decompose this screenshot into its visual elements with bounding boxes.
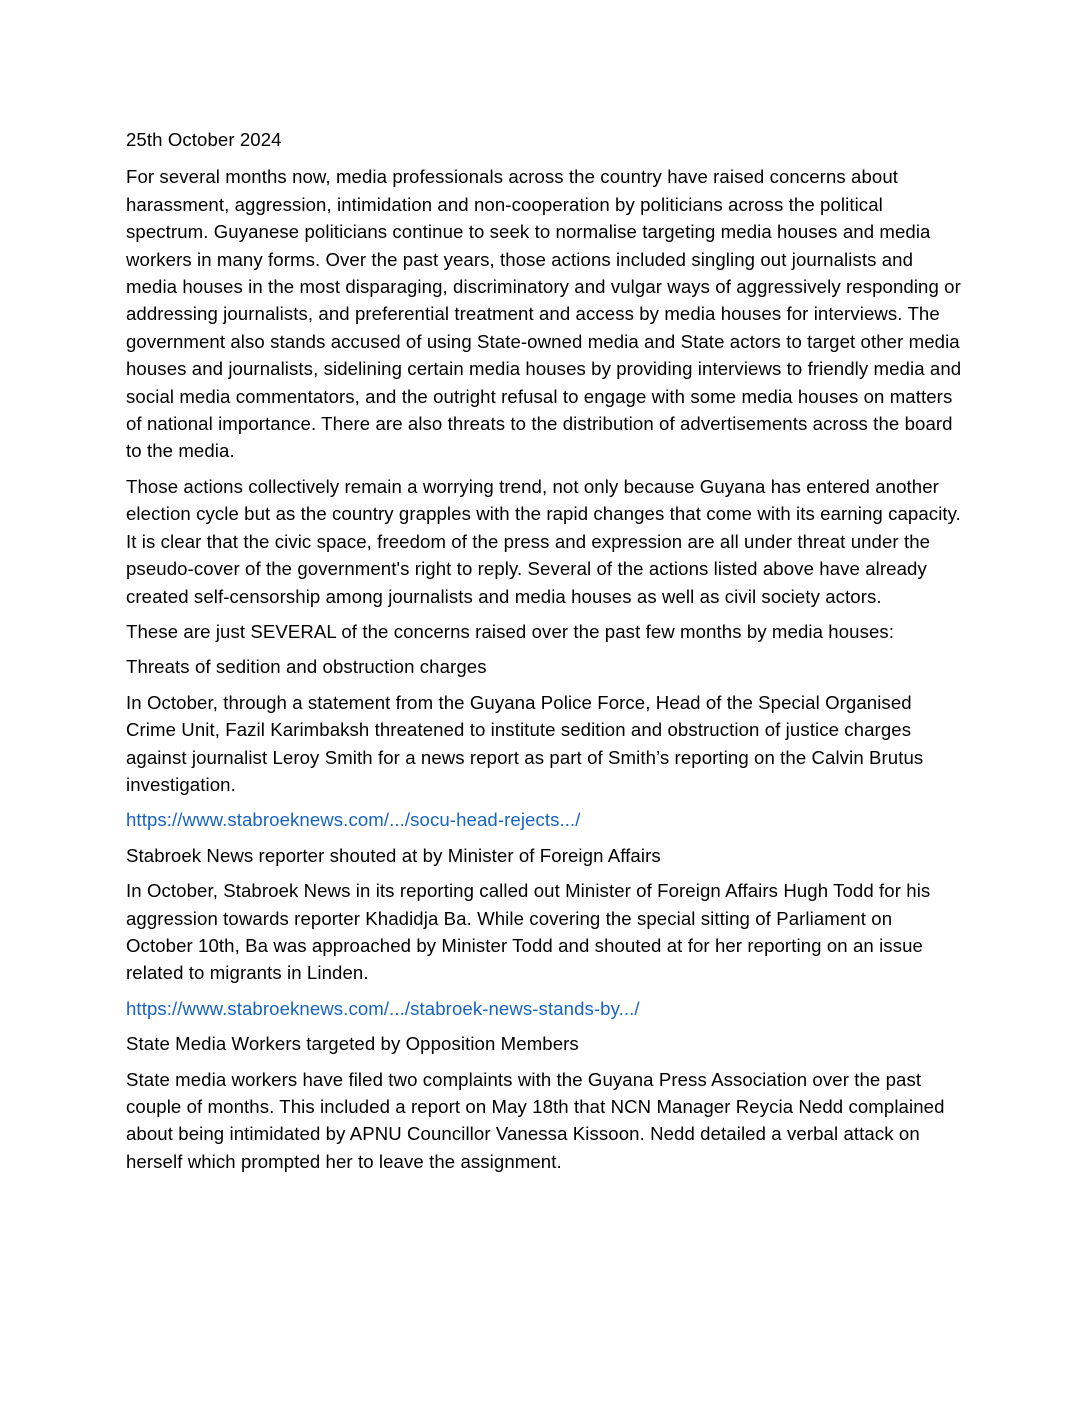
intro-paragraph-3: These are just SEVERAL of the concerns raised over the past few months by media houses: (126, 620, 895, 642)
intro-paragraph-2: Those actions collectively remain a worrying trend, not only because Guyana has entered another election cycle but as the country grapples with the rapid changes that come with its earning capacity. It is clear that the civic space, freedom of the press and expression are all under threat under the pseudo-cover of the government's right to reply. Several of the actions listed above have already created self-censorship among journalists and media houses as well as civil society actors. (126, 475, 961, 607)
section-heading-state-media-workers-targeted: State Media Workers targeted by Opposition Members (126, 1033, 579, 1055)
section-heading-stabroek-reporter-shouted-at: Stabroek News reporter shouted at by Minister of Foreign Affairs (126, 844, 661, 866)
section-body-sedition-charges: In October, through a statement from the Guyana Police Force, Head of the Special Organised Crime Unit, Fazil Karimbaksh threatened to institute sedition and obstruction of justice charges against journalist Leroy Smith for a news report as part of Smith’s reporting on the Calvin Brutus investigation. (126, 691, 924, 795)
section-body-stabroek-reporter-shouted-at: In October, Stabroek News in its reporting called out Minister of Foreign Affairs Hugh Todd for his aggression towards reporter Khadidja Ba. While covering the special sitting of Parliament on October 10th, Ba was approached by Minister Todd and shouted at for her reporting on an issue related to migrants in Linden. (126, 880, 931, 984)
section-body-state-media-workers-targeted: State media workers have filed two complaints with the Guyana Press Association over the past couple of months. This included a report on May 18th that NCN Manager Reycia Nedd complained about being intimidated by APNU Councillor Vanessa Kissoon. Nedd detailed a verbal attack on herself which prompted her to leave the assignment. (126, 1068, 945, 1172)
section-link-row-stabroek-news-stands-by (126, 995, 962, 1022)
intro-paragraph-1: For several months now, media professionals across the country have raised concerns about harassment, aggression, intimidation and non-cooperation by politicians across the political spectrum. Guyanese politicians continue to seek to normalise targeting media houses and media workers in many forms. Over the past years, those actions included singling out journalists and media houses in the most disparaging, discriminatory and vulgar ways of aggressively responding or addressing journalists, and preferential treatment and access by media houses for interviews. The government also stands accused of using State-owned media and State actors to target other media houses and journalists, sidelining certain media houses by providing interviews to friendly media and social media commentators, and the outright refusal to engage with some media houses on matters of national importance. There are also threats to the distribution of advertisements across the board to the media. (126, 166, 962, 462)
document-content (126, 126, 962, 1183)
source-link-socu-head-rejects[interactable]: https://www.stabroeknews.com/.../socu-head-rejects.../ (126, 809, 581, 831)
section-heading-sedition-charges: Threats of sedition and obstruction charges (126, 656, 487, 678)
document-date: 25th October 2024 (126, 129, 282, 150)
section-link-row-sedition-charges (126, 806, 962, 833)
source-link-stabroek-news-stands-by[interactable]: https://www.stabroeknews.com/.../stabroek-news-stands-by.../ (126, 997, 640, 1019)
